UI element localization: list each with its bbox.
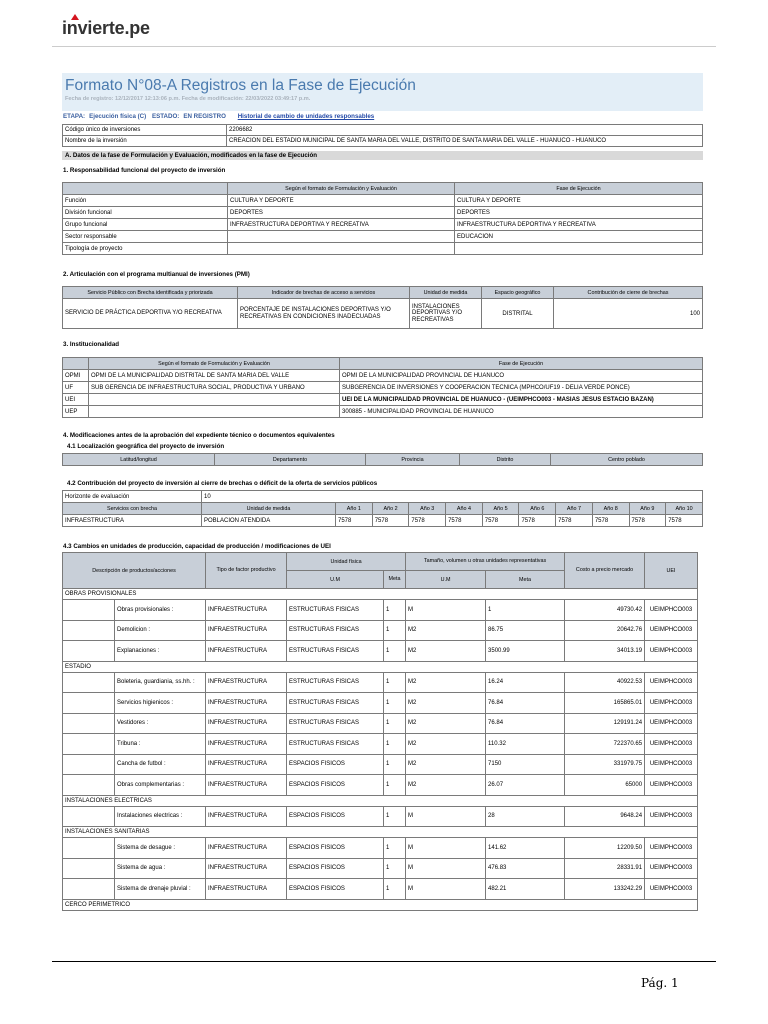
s43-tipo: INFRAESTRUCTURA xyxy=(206,641,287,662)
s43-fisica: ESTRUCTURAS FISICAS xyxy=(287,620,384,641)
s2-indicador: PORCENTAJE DE INSTALACIONES DEPORTIVAS Y/O RECREATIVAS EN CONDICIONES INADECUADAS xyxy=(238,299,410,329)
s43-uei: UEIMPHCO003 xyxy=(645,806,698,827)
s1-row xyxy=(63,243,703,255)
s1-row xyxy=(63,195,703,207)
s43-indent xyxy=(63,734,115,755)
s43-desc: Tribuna : xyxy=(115,734,206,755)
s43-group-name: INSTALACIONES ELECTRICAS xyxy=(63,795,698,806)
s43-desc: Explanaciones : xyxy=(115,641,206,662)
s43-uei: UEIMPHCO003 xyxy=(645,879,698,900)
s42-unidad: POBLACION ATENDIDA xyxy=(202,515,336,527)
s43-item-row xyxy=(63,879,698,900)
s43-meta2: 3500.99 xyxy=(486,641,565,662)
s43-meta2: 482.21 xyxy=(486,879,565,900)
s43-head-meta: Meta xyxy=(384,571,406,589)
s43-meta: 1 xyxy=(384,734,406,755)
s43-head-tamano: Tamaño, volumen u otras unidades representativas xyxy=(406,553,565,571)
s43-indent xyxy=(63,620,115,641)
s43-um: M xyxy=(406,838,486,859)
s43-um: M2 xyxy=(406,641,486,662)
s1-label: Sector responsable xyxy=(63,231,228,243)
s43-costo: 133242.29 xyxy=(565,879,645,900)
s3-label: UEI xyxy=(63,394,89,406)
s43-head-costo: Costo a precio mercado xyxy=(565,553,645,589)
s43-meta2: 76.84 xyxy=(486,693,565,714)
s41-head: Departamento xyxy=(215,454,366,466)
s43-fisica: ESTRUCTURAS FISICAS xyxy=(287,693,384,714)
s43-um: M2 xyxy=(406,775,486,796)
s43-item-row xyxy=(63,672,698,693)
etapa-line xyxy=(63,113,378,120)
s42-year-value: 7578 xyxy=(556,515,593,527)
dates-subtitle: Fecha de registro: 12/12/2017 12:13:06 p.m. Fecha de modificación: 22/03/2022 03:49:17 p.m. xyxy=(65,96,311,102)
s1-head-blank xyxy=(63,183,228,195)
s43-indent xyxy=(63,693,115,714)
s43-desc: Cancha de futbol : xyxy=(115,754,206,775)
s43-item-row xyxy=(63,754,698,775)
s43-desc: Obras provisionales : xyxy=(115,600,206,621)
s42-year-value: 7578 xyxy=(592,515,629,527)
s43-costo: 331979.75 xyxy=(565,754,645,775)
s43-group-name: OBRAS PROVISIONALES xyxy=(63,589,698,600)
s43-head-desc: Descripción de productos/acciones xyxy=(63,553,206,589)
s43-uei: UEIMPHCO003 xyxy=(645,641,698,662)
s42-year-value: 7578 xyxy=(629,515,666,527)
s43-head-unidad: Unidad física xyxy=(287,553,406,571)
s1-form: CULTURA Y DEPORTE xyxy=(228,195,455,207)
s43-costo: 129191.24 xyxy=(565,713,645,734)
s43-um: M2 xyxy=(406,672,486,693)
s43-meta: 1 xyxy=(384,620,406,641)
s43-um: M2 xyxy=(406,734,486,755)
s43-item-row xyxy=(63,693,698,714)
s43-uei: UEIMPHCO003 xyxy=(645,754,698,775)
s43-head-meta2: Meta xyxy=(486,571,565,589)
s42-head: Año 7 xyxy=(556,503,593,515)
s2-table xyxy=(62,286,703,329)
s3-title: 3. Institucionalidad xyxy=(63,341,120,348)
s43-costo: 28331.91 xyxy=(565,858,645,879)
s43-meta: 1 xyxy=(384,713,406,734)
s3-ejec: SUBGERENCIA DE INVERSIONES Y COOPERACION TECNICA (MPHCO/UF19 - DELIA VERDE PONCE) xyxy=(340,382,703,394)
s43-table xyxy=(62,552,698,911)
footer-divider xyxy=(52,961,716,962)
s3-label: UF xyxy=(63,382,89,394)
s41-head: Distrito xyxy=(460,454,551,466)
s1-row xyxy=(63,207,703,219)
s43-head-um: U.M xyxy=(287,571,384,589)
s2-servicio: SERVICIO DE PRÁCTICA DEPORTIVA Y/O RECREATIVA xyxy=(63,299,238,329)
s43-fisica: ESTRUCTURAS FISICAS xyxy=(287,672,384,693)
s43-fisica: ESTRUCTURAS FISICAS xyxy=(287,641,384,662)
s42-table xyxy=(62,490,703,527)
s42-head: Año 3 xyxy=(409,503,446,515)
s43-fisica: ESTRUCTURAS FISICAS xyxy=(287,713,384,734)
s42-head: Año 5 xyxy=(482,503,519,515)
s42-title: 4.2 Contribución del proyecto de inversión al cierre de brechas o déficit de la oferta de servicios públicos xyxy=(67,480,378,487)
s43-fisica: ESPACIOS FISICOS xyxy=(287,754,384,775)
s43-tipo: INFRAESTRUCTURA xyxy=(206,672,287,693)
s43-uei: UEIMPHCO003 xyxy=(645,713,698,734)
s42-head: Año 8 xyxy=(592,503,629,515)
s43-indent xyxy=(63,838,115,859)
s43-fisica: ESTRUCTURAS FISICAS xyxy=(287,600,384,621)
s41-head: Centro poblado xyxy=(551,454,703,466)
s43-indent xyxy=(63,600,115,621)
s43-uei: UEIMPHCO003 xyxy=(645,600,698,621)
nombre-label: Nombre de la inversión xyxy=(63,136,227,147)
s3-form: SUB GERENCIA DE INFRAESTRUCTURA SOCIAL, PRODUCTIVA Y URBANO xyxy=(89,382,340,394)
s2-title: 2. Articulación con el programa multianual de inversiones (PMI) xyxy=(63,271,250,278)
s42-head: Año 9 xyxy=(629,503,666,515)
s2-head: Indicador de brechas de acceso a servicios xyxy=(238,287,410,299)
s43-meta: 1 xyxy=(384,641,406,662)
s43-fisica: ESPACIOS FISICOS xyxy=(287,838,384,859)
s1-ejec: CULTURA Y DEPORTE xyxy=(455,195,703,207)
s1-ejec xyxy=(455,243,703,255)
s43-um: M xyxy=(406,858,486,879)
s43-item-row xyxy=(63,620,698,641)
s2-head: Contribución de cierre de brechas xyxy=(554,287,703,299)
s43-tipo: INFRAESTRUCTURA xyxy=(206,734,287,755)
s43-costo: 65000 xyxy=(565,775,645,796)
horizonte-label: Horizonte de evaluación xyxy=(63,491,202,503)
estado-label: ESTADO: xyxy=(151,113,180,120)
s43-costo: 12209.50 xyxy=(565,838,645,859)
s1-label: Función xyxy=(63,195,228,207)
s43-item-row xyxy=(63,600,698,621)
s43-uei: UEIMPHCO003 xyxy=(645,693,698,714)
s3-form xyxy=(89,406,340,418)
s43-uei: UEIMPHCO003 xyxy=(645,734,698,755)
s43-fisica: ESTRUCTURAS FISICAS xyxy=(287,734,384,755)
s43-meta2: 86.75 xyxy=(486,620,565,641)
s43-fisica: ESPACIOS FISICOS xyxy=(287,775,384,796)
s2-espacio: DISTRITAL xyxy=(482,299,554,329)
s43-meta: 1 xyxy=(384,775,406,796)
s1-head-ejecucion: Fase de Ejecución xyxy=(455,183,703,195)
s1-form xyxy=(228,231,455,243)
s2-head: Unidad de medida xyxy=(410,287,482,299)
s3-head-ejecucion: Fase de Ejecución xyxy=(340,358,703,370)
s43-tipo: INFRAESTRUCTURA xyxy=(206,713,287,734)
s43-costo: 40922.53 xyxy=(565,672,645,693)
s43-costo: 9648.24 xyxy=(565,806,645,827)
s43-tipo: INFRAESTRUCTURA xyxy=(206,806,287,827)
s43-meta: 1 xyxy=(384,838,406,859)
s42-year-value: 7578 xyxy=(519,515,556,527)
horizonte-value: 10 xyxy=(202,491,703,503)
s43-tipo: INFRAESTRUCTURA xyxy=(206,693,287,714)
s42-head: Año 2 xyxy=(372,503,409,515)
s1-ejec: INFRAESTRUCTURA DEPORTIVA Y RECREATIVA xyxy=(455,219,703,231)
s43-desc: Instalaciones electricas : xyxy=(115,806,206,827)
s3-ejec: 300885 - MUNICIPALIDAD PROVINCIAL DE HUANUCO xyxy=(340,406,703,418)
s43-meta: 1 xyxy=(384,879,406,900)
s43-desc: Sistema de desague : xyxy=(115,838,206,859)
nombre-value: CREACION DEL ESTADIO MUNICIPAL DE SANTA MARIA DEL VALLE, DISTRITO DE SANTA MARIA DEL VALLE - HUANUCO - HUANUCO xyxy=(227,136,703,147)
s2-unidad: INSTALACIONES DEPORTIVAS Y/O RECREATIVAS xyxy=(410,299,482,329)
s43-tipo: INFRAESTRUCTURA xyxy=(206,858,287,879)
s43-meta: 1 xyxy=(384,600,406,621)
s43-um: M2 xyxy=(406,713,486,734)
s43-desc: Servicios higienicos : xyxy=(115,693,206,714)
s42-head: Año 4 xyxy=(446,503,483,515)
s43-meta2: 110.32 xyxy=(486,734,565,755)
ident-table xyxy=(62,124,703,147)
historial-link[interactable]: Historial de cambio de unidades responsables xyxy=(237,113,375,120)
s1-label: Grupo funcional xyxy=(63,219,228,231)
s42-head: Servicios con brecha xyxy=(63,503,202,515)
s43-uei: UEIMPHCO003 xyxy=(645,775,698,796)
s3-label: OPMI xyxy=(63,370,89,382)
s3-head-blank xyxy=(63,358,89,370)
s43-indent xyxy=(63,754,115,775)
s43-indent xyxy=(63,858,115,879)
s2-head: Servicio Público con Brecha identificada y priorizada xyxy=(63,287,238,299)
s1-head-formulacion: Según el formato de Formulación y Evaluación xyxy=(228,183,455,195)
s43-tipo: INFRAESTRUCTURA xyxy=(206,754,287,775)
s43-head-tipo: Tipo de factor productivo xyxy=(206,553,287,589)
s1-form xyxy=(228,243,455,255)
s43-desc: Sistema de agua : xyxy=(115,858,206,879)
s43-meta2: 141.62 xyxy=(486,838,565,859)
s43-group-row xyxy=(63,795,698,806)
s43-item-row xyxy=(63,713,698,734)
s43-um: M2 xyxy=(406,620,486,641)
s43-um: M xyxy=(406,600,486,621)
s3-table xyxy=(62,357,703,418)
invierte-logo xyxy=(62,18,150,39)
s42-year-value: 7578 xyxy=(336,515,373,527)
s43-group-name: INSTALACIONES SANITARIAS xyxy=(63,827,698,838)
etapa-label: ETAPA: xyxy=(63,113,86,120)
s43-meta2: 16.24 xyxy=(486,672,565,693)
s43-head-uei: UEI xyxy=(645,553,698,589)
s3-form xyxy=(89,394,340,406)
s42-year-value: 7578 xyxy=(666,515,703,527)
s43-meta: 1 xyxy=(384,693,406,714)
s43-head-um2: U.M xyxy=(406,571,486,589)
s43-indent xyxy=(63,806,115,827)
s1-table xyxy=(62,182,703,255)
s1-row xyxy=(63,231,703,243)
s43-item-row xyxy=(63,775,698,796)
s43-uei: UEIMPHCO003 xyxy=(645,620,698,641)
s43-uei: UEIMPHCO003 xyxy=(645,838,698,859)
s43-group-row xyxy=(63,827,698,838)
s41-title: 4.1 Localización geográfica del proyecto de inversión xyxy=(67,443,225,450)
s43-meta: 1 xyxy=(384,806,406,827)
s43-item-row xyxy=(63,838,698,859)
s4-title: 4. Modificaciones antes de la aprobación del expediente técnico o documentos equivalentes xyxy=(63,432,335,439)
s41-head: Provincia xyxy=(366,454,460,466)
s3-form: OPMI DE LA MUNICIPALIDAD DISTRITAL DE SANTA MARIA DEL VALLE xyxy=(89,370,340,382)
s1-ejec: DEPORTES xyxy=(455,207,703,219)
codigo-value: 2206682 xyxy=(227,125,703,136)
s43-item-row xyxy=(63,858,698,879)
s43-indent xyxy=(63,879,115,900)
s43-uei: UEIMPHCO003 xyxy=(645,672,698,693)
s43-fisica: ESPACIOS FISICOS xyxy=(287,858,384,879)
s1-form: INFRAESTRUCTURA DEPORTIVA Y RECREATIVA xyxy=(228,219,455,231)
s3-ejec: OPMI DE LA MUNICIPALIDAD PROVINCIAL DE HUANUCO xyxy=(340,370,703,382)
s43-desc: Boleteria, guardiania, ss.hh. : xyxy=(115,672,206,693)
s43-item-row xyxy=(63,641,698,662)
s43-indent xyxy=(63,641,115,662)
s43-uei: UEIMPHCO003 xyxy=(645,858,698,879)
s1-ejec: EDUCACION xyxy=(455,231,703,243)
s3-head-formulacion: Según el formato de Formulación y Evaluación xyxy=(89,358,340,370)
s43-meta2: 76.84 xyxy=(486,713,565,734)
s3-ejec: UEI DE LA MUNICIPALIDAD PROVINCIAL DE HUANUCO - (UEIMPHCO003 - MASIAS JESUS ESTACIO BAZAN) xyxy=(340,394,703,406)
s41-head: Latitud/longitud xyxy=(63,454,215,466)
s42-year-value: 7578 xyxy=(446,515,483,527)
page-number: Pág. 1 xyxy=(641,976,679,990)
s43-costo: 165865.01 xyxy=(565,693,645,714)
s43-meta: 1 xyxy=(384,754,406,775)
s43-group-row xyxy=(63,661,698,672)
s1-label: División funcional xyxy=(63,207,228,219)
s2-contribucion: 100 xyxy=(554,299,703,329)
s42-year-value: 7578 xyxy=(372,515,409,527)
s43-tipo: INFRAESTRUCTURA xyxy=(206,600,287,621)
s43-costo: 722370.65 xyxy=(565,734,645,755)
section-a-bar: A. Datos de la fase de Formulación y Evaluación, modificados en la fase de Ejecución xyxy=(62,151,703,160)
s2-head: Espacio geográfico xyxy=(482,287,554,299)
s43-meta2: 26.07 xyxy=(486,775,565,796)
s42-year-value: 7578 xyxy=(409,515,446,527)
s43-costo: 20642.76 xyxy=(565,620,645,641)
s43-title: 4.3 Cambios en unidades de producción, capacidad de producción / modificaciones de UEI xyxy=(63,543,331,550)
s43-group-name: CERCO PERIMETRICO xyxy=(63,899,698,910)
s43-group-row xyxy=(63,589,698,600)
s3-label: UEP xyxy=(63,406,89,418)
codigo-label: Código único de inversiones xyxy=(63,125,227,136)
s43-group-row xyxy=(63,899,698,910)
s43-desc: Obras complementarias : xyxy=(115,775,206,796)
top-divider xyxy=(52,46,716,47)
s42-head: Unidad de medida xyxy=(202,503,336,515)
s43-indent xyxy=(63,672,115,693)
s43-desc: Demolicion : xyxy=(115,620,206,641)
s43-meta: 1 xyxy=(384,672,406,693)
s43-indent xyxy=(63,775,115,796)
s43-fisica: ESPACIOS FISICOS xyxy=(287,806,384,827)
s43-tipo: INFRAESTRUCTURA xyxy=(206,620,287,641)
s43-um: M2 xyxy=(406,693,486,714)
s43-meta2: 476.83 xyxy=(486,858,565,879)
s43-um: M xyxy=(406,806,486,827)
s43-costo: 34013.19 xyxy=(565,641,645,662)
s1-label: Tipología de proyecto xyxy=(63,243,228,255)
s42-year-value: 7578 xyxy=(482,515,519,527)
s42-servicio: INFRAESTRUCTURA xyxy=(63,515,202,527)
s1-title: 1. Responsabilidad funcional del proyecto de inversión xyxy=(63,167,226,174)
s43-tipo: INFRAESTRUCTURA xyxy=(206,838,287,859)
s43-tipo: INFRAESTRUCTURA xyxy=(206,775,287,796)
s43-desc: Vestidores : xyxy=(115,713,206,734)
s43-um: M2 xyxy=(406,754,486,775)
page-title: Formato N°08-A Registros en la Fase de Ejecución xyxy=(65,77,416,94)
s43-fisica: ESPACIOS FISICOS xyxy=(287,879,384,900)
s42-head: Año 1 xyxy=(336,503,373,515)
s41-table xyxy=(62,453,703,466)
s43-costo: 49730.42 xyxy=(565,600,645,621)
logo-text: invierte xyxy=(62,18,125,38)
s43-indent xyxy=(63,713,115,734)
logo-suffix: .pe xyxy=(124,18,150,38)
s42-head: Año 10 xyxy=(666,503,703,515)
s43-group-name: ESTADIO xyxy=(63,661,698,672)
s42-head: Año 6 xyxy=(519,503,556,515)
etapa-value: Ejecución física (C) xyxy=(89,113,147,120)
s43-item-row xyxy=(63,734,698,755)
s1-row xyxy=(63,219,703,231)
s43-item-row xyxy=(63,806,698,827)
s43-tipo: INFRAESTRUCTURA xyxy=(206,879,287,900)
logo-arrow-icon xyxy=(71,14,79,20)
s1-form: DEPORTES xyxy=(228,207,455,219)
s43-meta2: 28 xyxy=(486,806,565,827)
s43-meta2: 7150 xyxy=(486,754,565,775)
s43-meta: 1 xyxy=(384,858,406,879)
s43-meta2: 1 xyxy=(486,600,565,621)
estado-value: EN REGISTRO xyxy=(183,113,226,120)
s43-desc: Sistema de drenaje pluvial : xyxy=(115,879,206,900)
s43-um: M xyxy=(406,879,486,900)
